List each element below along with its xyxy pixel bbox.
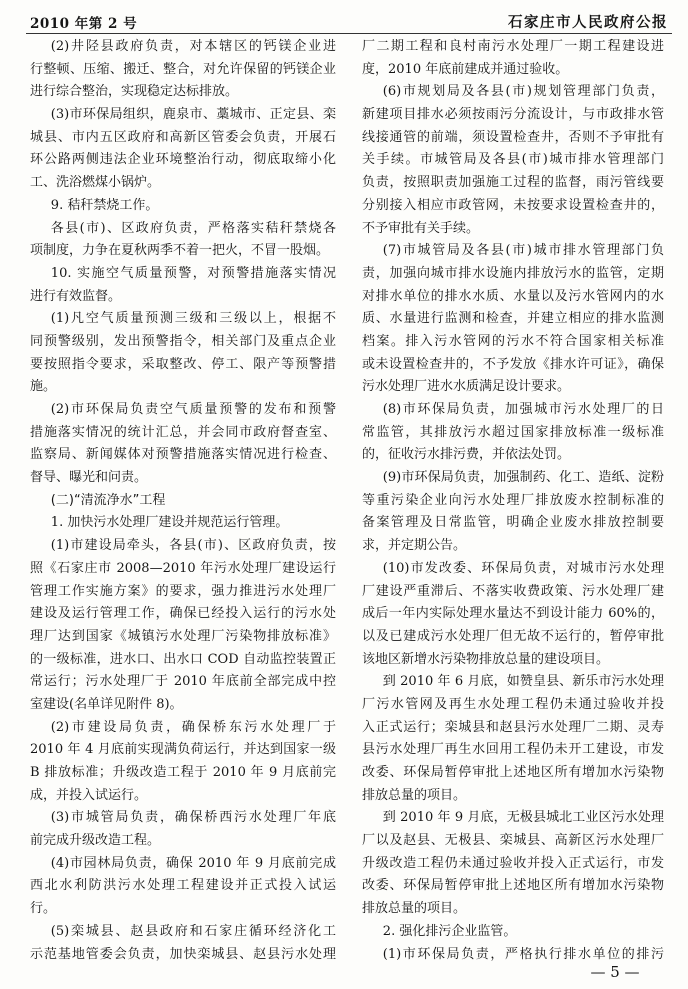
text-line: 进行有效监督。 (30, 288, 122, 304)
paragraph (30, 535, 336, 717)
right-column (362, 36, 664, 966)
text-line: 要按照指令要求，采取整改、停工、限产等预警措 (30, 356, 336, 372)
paragraph-continuation (362, 36, 664, 81)
paragraph (362, 81, 664, 240)
text-line: 改委、环保局暂停审批上述地区所有增加水污染物 (362, 878, 664, 894)
text-line: 分别接入相应市政管网，未按要求设置检查井的， (362, 197, 664, 213)
text-line: 常运行；污水处理厂于 2010 年底前全部完成中控 (30, 674, 336, 690)
text-line: 环公路两侧违法企业环境整治行动，彻底取缔小化 (30, 152, 336, 168)
paragraph (362, 467, 664, 558)
text-line: (8)市环保局负责，加强城市污水处理厂的日 (382, 402, 664, 417)
paragraph (362, 558, 664, 671)
text-line: 责，加强向城市排水设施内排放污水的监管，定期 (362, 265, 664, 281)
text-line: (3)市城管局负责，确保桥西污水处理厂年底 (50, 810, 336, 826)
paragraph (362, 671, 664, 807)
paragraph (30, 717, 336, 808)
text-line: 行整顿、压缩、搬迁、整合，对允许保留的钙镁企业 (30, 61, 336, 77)
text-line: 施。 (30, 379, 57, 395)
text-line: (二)“清流净水”工程 (50, 492, 166, 508)
text-line: 备案管理及日常监管，明确企业废水排放控制要 (362, 515, 664, 531)
paragraph (30, 218, 336, 263)
text-line: (1)凡空气质量预测三级和三级以上，根据不 (50, 311, 336, 327)
text-line: (10)市发改委、环保局负责，对城市污水处理 (382, 560, 664, 576)
publication-title: 石家庄市人民政府公报 (508, 14, 668, 31)
text-line: 2. 强化排污企业监管。 (382, 923, 517, 939)
text-line: 到 2010 年 6 月底，如赞皇县、新乐市污水处理 (382, 674, 664, 690)
page-header (28, 10, 670, 32)
text-line: 等重污染企业向污水处理厂排放废水控制标准的 (362, 492, 664, 508)
item-heading (30, 512, 336, 535)
paragraph (362, 399, 664, 467)
text-line: (3)市环保局组织，鹿泉市、藁城市、正定县、栾 (50, 107, 336, 123)
text-line: (2)市环保局负责空气质量预警的发布和预警 (50, 402, 336, 417)
text-line: 不予审批有关手续。 (362, 220, 480, 236)
text-line: 项制度，力争在夏秋两季不着一把火，不冒一股烟。 (30, 243, 330, 259)
paragraph (30, 853, 336, 921)
text-line: 成，并投入试运行。 (30, 787, 148, 803)
text-line: 污水处理厂进水水质满足设计要求。 (362, 379, 571, 395)
text-line: 常监管，其排放污水超过国家排放标准一级标准 (362, 424, 664, 440)
text-line: 室建设(名单详见附件 8)。 (30, 696, 183, 712)
text-line: 厂建设严重滞后、不落实收费政策、污水处理厂建 (362, 583, 664, 599)
item-heading (30, 195, 336, 218)
left-column (30, 36, 336, 966)
text-line: 求，并定期公告。 (362, 538, 467, 554)
text-line: 或未设置检查井的，不予发放《排水许可证》，确保 (362, 356, 664, 372)
text-line: 的，征收污水排污费，并依法处罚。 (362, 447, 571, 463)
text-line: 质、水量进行监测和检查，并建立相应的排水监测 (362, 311, 664, 327)
page-number: — 5 — (590, 963, 640, 981)
text-line: 10. 实施空气质量预警，对预警措施落实情况 (50, 265, 336, 281)
text-line: 1. 加快污水处理厂建设并规范运行管理。 (50, 515, 289, 531)
paragraph (30, 36, 336, 104)
paragraph (30, 308, 336, 399)
header-rule (26, 33, 672, 34)
text-line: 督导、曝光和问责。 (30, 470, 148, 486)
text-line: (6)市规划局及各县(市)规划管理部门负责， (382, 84, 664, 100)
paragraph (30, 807, 336, 852)
text-line: 排放总量的项目。 (362, 787, 467, 803)
text-line: 的一级标准，进水口、出水口 COD 自动监控装置正 (30, 651, 336, 667)
text-line: 关手续。市城管局及各县(市)城市排水管理部门 (362, 152, 664, 168)
text-line: 线接通管的前端，须设置检查井，否则不予审批有 (362, 129, 664, 145)
paragraph (362, 240, 664, 399)
text-line: 对排水单位的排水水质、水量以及污水管网内的水 (362, 288, 664, 304)
text-line: 城县、市内五区政府和高新区管委会负责，开展石 (30, 129, 336, 145)
text-line: 厂污水管网及再生水处理工程仍未通过验收并投 (362, 696, 664, 712)
text-line: (1)市建设局牵头，各县(市)、区政府负责，按 (50, 538, 336, 554)
text-line: 9. 秸秆禁烧工作。 (50, 197, 159, 213)
text-line: 档案。排入污水管网的污水不符合国家相关标准 (362, 333, 664, 349)
text-line: (4)市园林局负责，确保 2010 年 9 月底前完成 (50, 855, 336, 871)
text-line: (5)栾城县、赵县政府和石家庄循环经济化工 (50, 923, 336, 939)
text-line: 以及已建成污水处理厂但无故不运行的，暂停审批 (362, 628, 664, 644)
text-line: 同预警级别，发出预警指令，相关部门及重点企业 (30, 333, 336, 349)
text-line: B 排放标准；升级改造工程于 2010 年 9 月底前完 (30, 765, 336, 780)
text-line: 负责，按照职责加强施工过程的监督，雨污管线要 (362, 175, 664, 191)
text-line: 2010 年 4 月底前实现满负荷运行，并达到国家一级 (30, 742, 336, 758)
paragraph (30, 921, 336, 966)
text-line: 新建项目排水必须按雨污分流设计，与市政排水管 (362, 107, 664, 123)
text-line: 排放总量的项目。 (362, 901, 467, 917)
text-line: (2)井陉县政府负责，对本辖区的钙镁企业进 (50, 39, 336, 54)
text-line: (2)市建设局负责，确保桥东污水处理厂于 (50, 719, 336, 735)
paragraph (362, 807, 664, 920)
text-line: 进行综合整治，实现稳定达标排放。 (30, 84, 239, 100)
text-line: (9)市环保局负责，加强制药、化工、造纸、淀粉 (382, 470, 664, 486)
text-line: 到 2010 年 9 月底，无极县城北工业区污水处理 (382, 810, 664, 826)
text-line: 管理工作实施方案》的要求，强力推进污水处理厂 (30, 583, 336, 599)
text-line: 西北水利防洪污水处理工程建设并正式投入试运 (30, 878, 336, 894)
issue-number: 2010 年第 2 号 (30, 16, 138, 32)
text-line: (7)市城管局及各县(市)城市排水管理部门负 (382, 243, 664, 259)
text-line: 照《石家庄市 2008—2010 年污水处理厂建设运行 (30, 560, 336, 576)
text-line: 县污水处理厂再生水回用工程仍未开工建设，市发 (362, 742, 664, 758)
text-line: 厂以及赵县、无极县、栾城县、高新区污水处理厂 (362, 833, 664, 849)
text-line: 措施落实情况的统计汇总，并会同市政府督查室、 (30, 424, 336, 440)
section-heading (30, 490, 336, 513)
text-line: 该地区新增水污染物排放总量的建设项目。 (362, 651, 610, 667)
text-line: 前完成升级改造工程。 (30, 833, 161, 849)
item-heading (30, 263, 336, 308)
item-heading (362, 921, 664, 944)
text-line: 工、洗浴燃煤小锅炉。 (30, 175, 161, 191)
paragraph (30, 399, 336, 490)
text-line: 各县(市)、区政府负责，严格落实秸秆禁烧各 (50, 220, 336, 236)
text-line: 成后一年内实际处理水量达不到设计能力 60%的， (362, 606, 664, 622)
paragraph (30, 104, 336, 195)
text-line: 示范基地管委会负责，加快栾城县、赵县污水处理 (30, 946, 336, 962)
text-line: 入正式运行；栾城县和赵县污水处理厂二期、灵寿 (362, 719, 664, 735)
text-line: 改委、环保局暂停审批上述地区所有增加水污染物 (362, 765, 664, 780)
text-line: 建设及运行管理工作，确保已经投入运行的污水处 (30, 606, 336, 622)
text-line: 理厂达到国家《城镇污水处理厂污染物排放标准》 (30, 628, 336, 644)
text-line: 行。 (30, 901, 57, 917)
text-line: (1)市环保局负责，严格执行排水单位的排污 (382, 946, 664, 962)
text-line: 升级改造工程仍未通过验收并投入正式运行，市发 (362, 855, 664, 871)
text-line: 厂二期工程和良村南污水处理厂一期工程建设进 (362, 39, 664, 54)
text-line: 度，2010 年底前建成并通过验收。 (362, 61, 569, 77)
text-line: 监察局、新闻媒体对预警措施落实情况进行检查、 (30, 447, 336, 463)
